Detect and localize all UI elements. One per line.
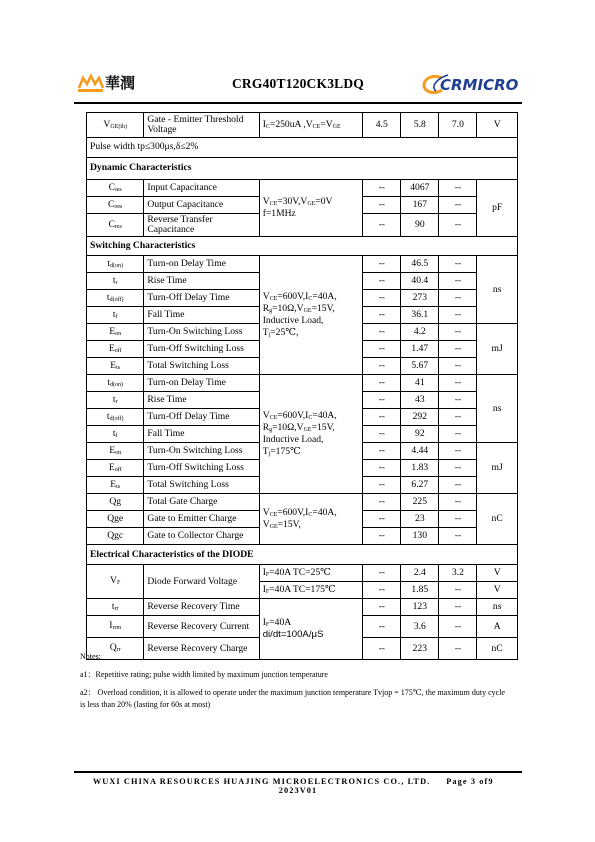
note-a2-line1: a2： Overload condition, it is allowed to operate under the maximum junction temperature Tvjop = 175℃, the maximum duty cycle (80, 688, 505, 698)
sym-cell: $E_{ts}$ (87, 358, 144, 375)
max-cell: -- (439, 197, 477, 214)
min-cell: -- (363, 460, 401, 477)
typ-cell: 3.6 (401, 616, 439, 638)
param-cell: Fall Time (144, 426, 259, 443)
param-cell: Output Capacitance (144, 197, 259, 214)
note-a2-line2: is less than 20% (lasting for 60s at most) (80, 699, 211, 709)
param-cell: Fall Time (144, 307, 259, 324)
sym-cell: $Q_{rr}$ (87, 638, 144, 660)
min-cell: -- (363, 256, 401, 273)
section-title: Switching Characteristics (87, 237, 518, 256)
typ-cell: 130 (401, 528, 439, 545)
typ-cell: 40.4 (401, 273, 439, 290)
typ-cell: 36.1 (401, 307, 439, 324)
sym-cell: $I_{rrm}$ (87, 616, 144, 638)
unit-cell: nC (477, 638, 518, 660)
cond-cell: $I_F=40A$ TC=175℃ (259, 582, 363, 599)
min-cell: 4.5 (363, 113, 401, 138)
sym-cell: $C_{oes}$ (87, 197, 144, 214)
unit-cell: mJ (477, 443, 518, 494)
min-cell: -- (363, 307, 401, 324)
min-cell: -- (363, 477, 401, 494)
max-cell: -- (439, 256, 477, 273)
min-cell: -- (363, 197, 401, 214)
header-rule (74, 102, 522, 104)
sym-cell: $E_{off}$ (87, 460, 144, 477)
left-logo-text: 華潤 (105, 74, 136, 92)
param-cell: Turn-Off Switching Loss (144, 460, 259, 477)
max-cell: -- (439, 375, 477, 392)
table-row (87, 375, 518, 392)
min-cell: -- (363, 180, 401, 197)
min-cell: -- (363, 565, 401, 582)
max-cell: 3.2 (439, 565, 477, 582)
unit-cell: nC (477, 494, 518, 545)
param-cell: Reverse Recovery Current (144, 616, 259, 638)
table-row (87, 256, 518, 273)
param-cell: Turn-on Delay Time (144, 375, 259, 392)
max-cell: -- (439, 511, 477, 528)
unit-cell: ns (477, 375, 518, 443)
param-cell: Gate to Collector Charge (144, 528, 259, 545)
unit-cell: A (477, 616, 518, 638)
table-row (87, 180, 518, 197)
footer-rule (74, 771, 522, 773)
max-cell: -- (439, 638, 477, 660)
min-cell: -- (363, 582, 401, 599)
typ-cell: 1.83 (401, 460, 439, 477)
cond-cell: $V_{CE}=30V,V_{GE}=0V$ f=1MHz (259, 180, 363, 237)
typ-cell: 92 (401, 426, 439, 443)
max-cell: -- (439, 528, 477, 545)
typ-cell: 4067 (401, 180, 439, 197)
typ-cell: 2.4 (401, 565, 439, 582)
sym-cell: $V_{GE(th)}$ (87, 113, 144, 138)
min-cell: -- (363, 426, 401, 443)
unit-cell: ns (477, 256, 518, 324)
typ-cell: 5.8 (401, 113, 439, 138)
sym-cell: Qge (87, 511, 144, 528)
param-cell: Rise Time (144, 392, 259, 409)
max-cell: -- (439, 341, 477, 358)
unit-cell: V (477, 565, 518, 582)
sym-cell: $t_f$ (87, 426, 144, 443)
gate-charge-group (87, 494, 518, 565)
sym-cell: $t_{d(off)}$ (87, 409, 144, 426)
typ-cell: 46.5 (401, 256, 439, 273)
sym-cell: $E_{ts}$ (87, 477, 144, 494)
cond-cell: $V_{CE}=600V,I_C=40A$, $V_{GE}=15V$, (259, 494, 363, 545)
unit-cell: mJ (477, 324, 518, 375)
max-cell: -- (439, 358, 477, 375)
sym-cell: $E_{off}$ (87, 341, 144, 358)
sym-cell: $t_{d(on)}$ (87, 375, 144, 392)
min-cell: -- (363, 599, 401, 616)
cond-cell: $I_F=40A$ di/dt=100A/μS (259, 599, 363, 660)
max-cell: -- (439, 599, 477, 616)
typ-cell: 43 (401, 392, 439, 409)
max-cell: -- (439, 443, 477, 460)
param-cell: Turn-Off Switching Loss (144, 341, 259, 358)
param-cell: Total Switching Loss (144, 477, 259, 494)
crmicro-logo-icon (420, 72, 519, 96)
cond-cell: $V_{CE}=600V,I_C=40A$, $R_g=10\Omega,V_{GE}=15V$, Inductive Load, $T_j=25℃$, (259, 256, 363, 375)
sym-cell: $V_F$ (87, 565, 144, 599)
typ-cell: 4.2 (401, 324, 439, 341)
min-cell: -- (363, 214, 401, 237)
max-cell: -- (439, 477, 477, 494)
sym-cell: $C_{ies}$ (87, 180, 144, 197)
param-cell: Total Switching Loss (144, 358, 259, 375)
table-row (87, 565, 518, 582)
unit-cell: V (477, 113, 518, 138)
param-cell: Diode Forward Voltage (144, 565, 259, 599)
unit-cell: pF (477, 180, 518, 237)
unit-cell: ns (477, 599, 518, 616)
min-cell: -- (363, 392, 401, 409)
cond-cell: $I_F=40A$ TC=25℃ (259, 565, 363, 582)
max-cell: -- (439, 616, 477, 638)
cond-cell: $I_C=250uA$ $,V_{CE}=V_{GE}$ (259, 113, 363, 138)
param-cell: Rise Time (144, 273, 259, 290)
typ-cell: 225 (401, 494, 439, 511)
typ-cell: 23 (401, 511, 439, 528)
max-cell: -- (439, 409, 477, 426)
min-cell: -- (363, 324, 401, 341)
diode-group (87, 565, 518, 660)
switching-25c-group (87, 256, 518, 375)
section-title: Dynamic Characteristics (87, 158, 518, 180)
typ-cell: 123 (401, 599, 439, 616)
param-cell: Input Capacitance (144, 180, 259, 197)
typ-cell: 167 (401, 197, 439, 214)
table-row (87, 599, 518, 616)
section-title: Electrical Characteristics of the DIODE (87, 545, 518, 565)
footer-company: WUXI CHINA RESOURCES HUAJING MICROELECTRONICS CO., LTD. (92, 777, 431, 786)
min-cell: -- (363, 358, 401, 375)
page-footer (74, 777, 522, 795)
param-cell: Total Gate Charge (144, 494, 259, 511)
note-a1: a1：Repetitive rating; pulse width limited by maximum junction temperature (80, 670, 328, 680)
notes-title: Notes: (80, 652, 101, 661)
min-cell: -- (363, 638, 401, 660)
min-cell: -- (363, 616, 401, 638)
param-cell: Gate to Emitter Charge (144, 511, 259, 528)
max-cell: -- (439, 273, 477, 290)
typ-cell: 223 (401, 638, 439, 660)
param-cell: Reverse Recovery Charge (144, 638, 259, 660)
sym-cell: $E_{on}$ (87, 324, 144, 341)
typ-cell: 1.85 (401, 582, 439, 599)
page-header (74, 66, 522, 100)
switching-175c-group (87, 375, 518, 494)
sym-cell: $t_f$ (87, 307, 144, 324)
document-title: CRG40T120CK3LDQ (231, 76, 364, 91)
min-cell: -- (363, 443, 401, 460)
spec-table (86, 112, 518, 660)
max-cell: -- (439, 214, 477, 237)
min-cell: -- (363, 290, 401, 307)
typ-cell: 1.47 (401, 341, 439, 358)
cond-cell: $V_{CE}=600V,I_C=40A$, $R_g=10\Omega,V_{GE}=15V$, Inductive Load, $T_j=175℃$ (259, 375, 363, 494)
sym-cell: $t_{d(on)}$ (87, 256, 144, 273)
param-cell: Turn-On Switching Loss (144, 443, 259, 460)
param-cell: Reverse Transfer Capacitance (144, 214, 259, 237)
typ-cell: 6.27 (401, 477, 439, 494)
param-cell: Gate - Emitter Threshold Voltage (144, 113, 259, 138)
footer-page: Page 3 of9 (446, 777, 494, 786)
max-cell: -- (439, 582, 477, 599)
min-cell: -- (363, 375, 401, 392)
section-row (87, 237, 518, 256)
typ-cell: 90 (401, 214, 439, 237)
sym-cell: $t_r$ (87, 273, 144, 290)
max-cell: -- (439, 426, 477, 443)
min-cell: -- (363, 528, 401, 545)
section-row (87, 158, 518, 180)
typ-cell: 4.44 (401, 443, 439, 460)
max-cell: -- (439, 290, 477, 307)
footer-version: 2023V01 (278, 786, 318, 795)
pulse-note: Pulse width tp≤300μs,δ≤2% (87, 138, 518, 158)
param-cell: Turn-Off Delay Time (144, 409, 259, 426)
sym-cell: $C_{res}$ (87, 214, 144, 237)
sym-cell: Qgc (87, 528, 144, 545)
max-cell: -- (439, 324, 477, 341)
typ-cell: 292 (401, 409, 439, 426)
right-logo-text: CRMICRO (440, 76, 519, 94)
max-cell: -- (439, 392, 477, 409)
sym-cell: $t_{d(off)}$ (87, 290, 144, 307)
min-cell: -- (363, 409, 401, 426)
table-row (87, 138, 518, 158)
table-row (87, 113, 518, 138)
min-cell: -- (363, 273, 401, 290)
sym-cell: Qg (87, 494, 144, 511)
max-cell: -- (439, 180, 477, 197)
param-cell: Turn-On Switching Loss (144, 324, 259, 341)
typ-cell: 41 (401, 375, 439, 392)
unit-cell: V (477, 582, 518, 599)
notes-section (80, 652, 530, 718)
min-cell: -- (363, 341, 401, 358)
param-cell: Reverse Recovery Time (144, 599, 259, 616)
typ-cell: 5.67 (401, 358, 439, 375)
typ-cell: 273 (401, 290, 439, 307)
param-cell: Turn-Off Delay Time (144, 290, 259, 307)
max-cell: -- (439, 307, 477, 324)
sym-cell: $t_r$ (87, 392, 144, 409)
sym-cell: $E_{on}$ (87, 443, 144, 460)
max-cell: 7.0 (439, 113, 477, 138)
param-cell: Turn-on Delay Time (144, 256, 259, 273)
min-cell: -- (363, 511, 401, 528)
sym-cell: $t_{rr}$ (87, 599, 144, 616)
max-cell: -- (439, 494, 477, 511)
section-row (87, 545, 518, 565)
max-cell: -- (439, 460, 477, 477)
min-cell: -- (363, 494, 401, 511)
table-row (87, 494, 518, 511)
